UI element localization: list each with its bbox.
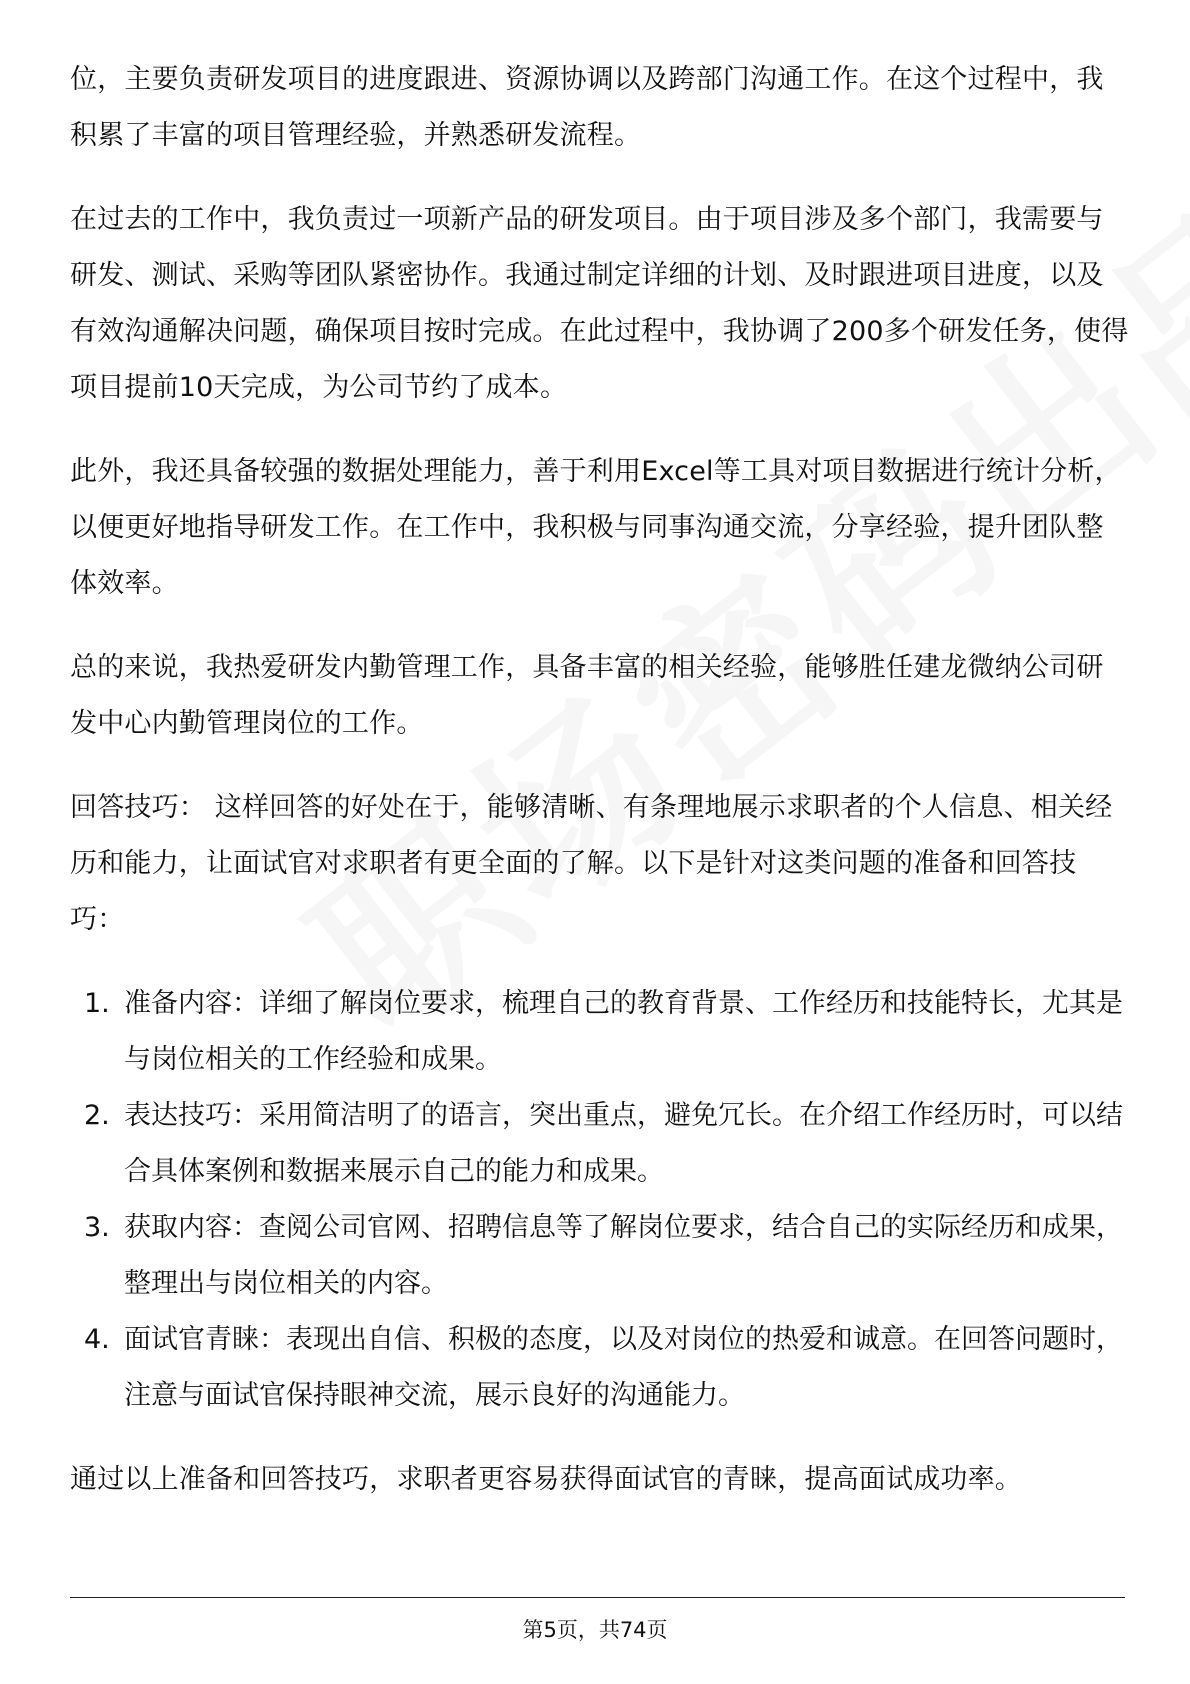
page-number: 第5页，共74页 <box>522 1618 668 1642</box>
paragraph-role-summary: 位，主要负责研发项目的进度跟进、资源协调以及跨部门沟通工作。在这个过程中，我积累了丰富的项目管理经验，并熟悉研发流程。 <box>70 64 1104 151</box>
list-item <box>70 976 1130 1088</box>
list-item-text: 准备内容：详细了解岗位要求，梳理自己的教育背景、工作经历和技能特长，尤其是与岗位相关的工作经验和成果。 <box>124 988 1123 1075</box>
list-item-text: 获取内容：查阅公司官网、招聘信息等了解岗位要求，结合自己的实际经历和成果，整理出与岗位相关的内容。 <box>124 1212 1123 1299</box>
footer-divider <box>70 1597 1125 1598</box>
paragraph-conclusion: 总的来说，我热爱研发内勤管理工作，具备丰富的相关经验，能够胜任建龙微纳公司研发中心内勤管理岗位的工作。 <box>70 652 1104 739</box>
paragraph-project-experience: 在过去的工作中，我负责过一项新产品的研发项目。由于项目涉及多个部门，我需要与研发、测试、采购等团队紧密协作。我通过制定详细的计划、及时跟进项目进度，以及有效沟通解决问题，确保项目按时完成。在此过程中，我协调了200多个研发任务，使得项目提前10天完成，为公司节约了成本。 <box>70 204 1129 403</box>
list-item-number: 3. <box>84 1212 110 1243</box>
paragraph-data-skills: 此外，我还具备较强的数据处理能力，善于利用Excel等工具对项目数据进行统计分析，以便更好地指导研发工作。在工作中，我积极与同事沟通交流，分享经验，提升团队整体效率。 <box>70 456 1122 599</box>
tips-list <box>70 976 1130 1424</box>
list-item-number: 4. <box>84 1324 110 1355</box>
list-item-number: 1. <box>84 988 110 1019</box>
list-item <box>70 1312 1130 1424</box>
list-item-number: 2. <box>84 1100 110 1131</box>
paragraph-closing: 通过以上准备和回答技巧，求职者更容易获得面试官的青睐，提高面试成功率。 <box>70 1464 1022 1495</box>
list-item <box>70 1200 1130 1312</box>
list-item <box>70 1088 1130 1200</box>
document-body <box>70 52 1130 1536</box>
list-item-text: 面试官青睐：表现出自信、积极的态度，以及对岗位的热爱和诚意。在回答问题时，注意与面试官保持眼神交流，展示良好的沟通能力。 <box>124 1324 1123 1411</box>
paragraph-answer-tips: 回答技巧： 这样回答的好处在于，能够清晰、有条理地展示求职者的个人信息、相关经历和能力，让面试官对求职者有更全面的了解。以下是针对这类问题的准备和回答技巧： <box>70 792 1113 935</box>
list-item-text: 表达技巧：采用简洁明了的语言，突出重点，避免冗长。在介绍工作经历时，可以结合具体案例和数据来展示自己的能力和成果。 <box>124 1100 1123 1187</box>
